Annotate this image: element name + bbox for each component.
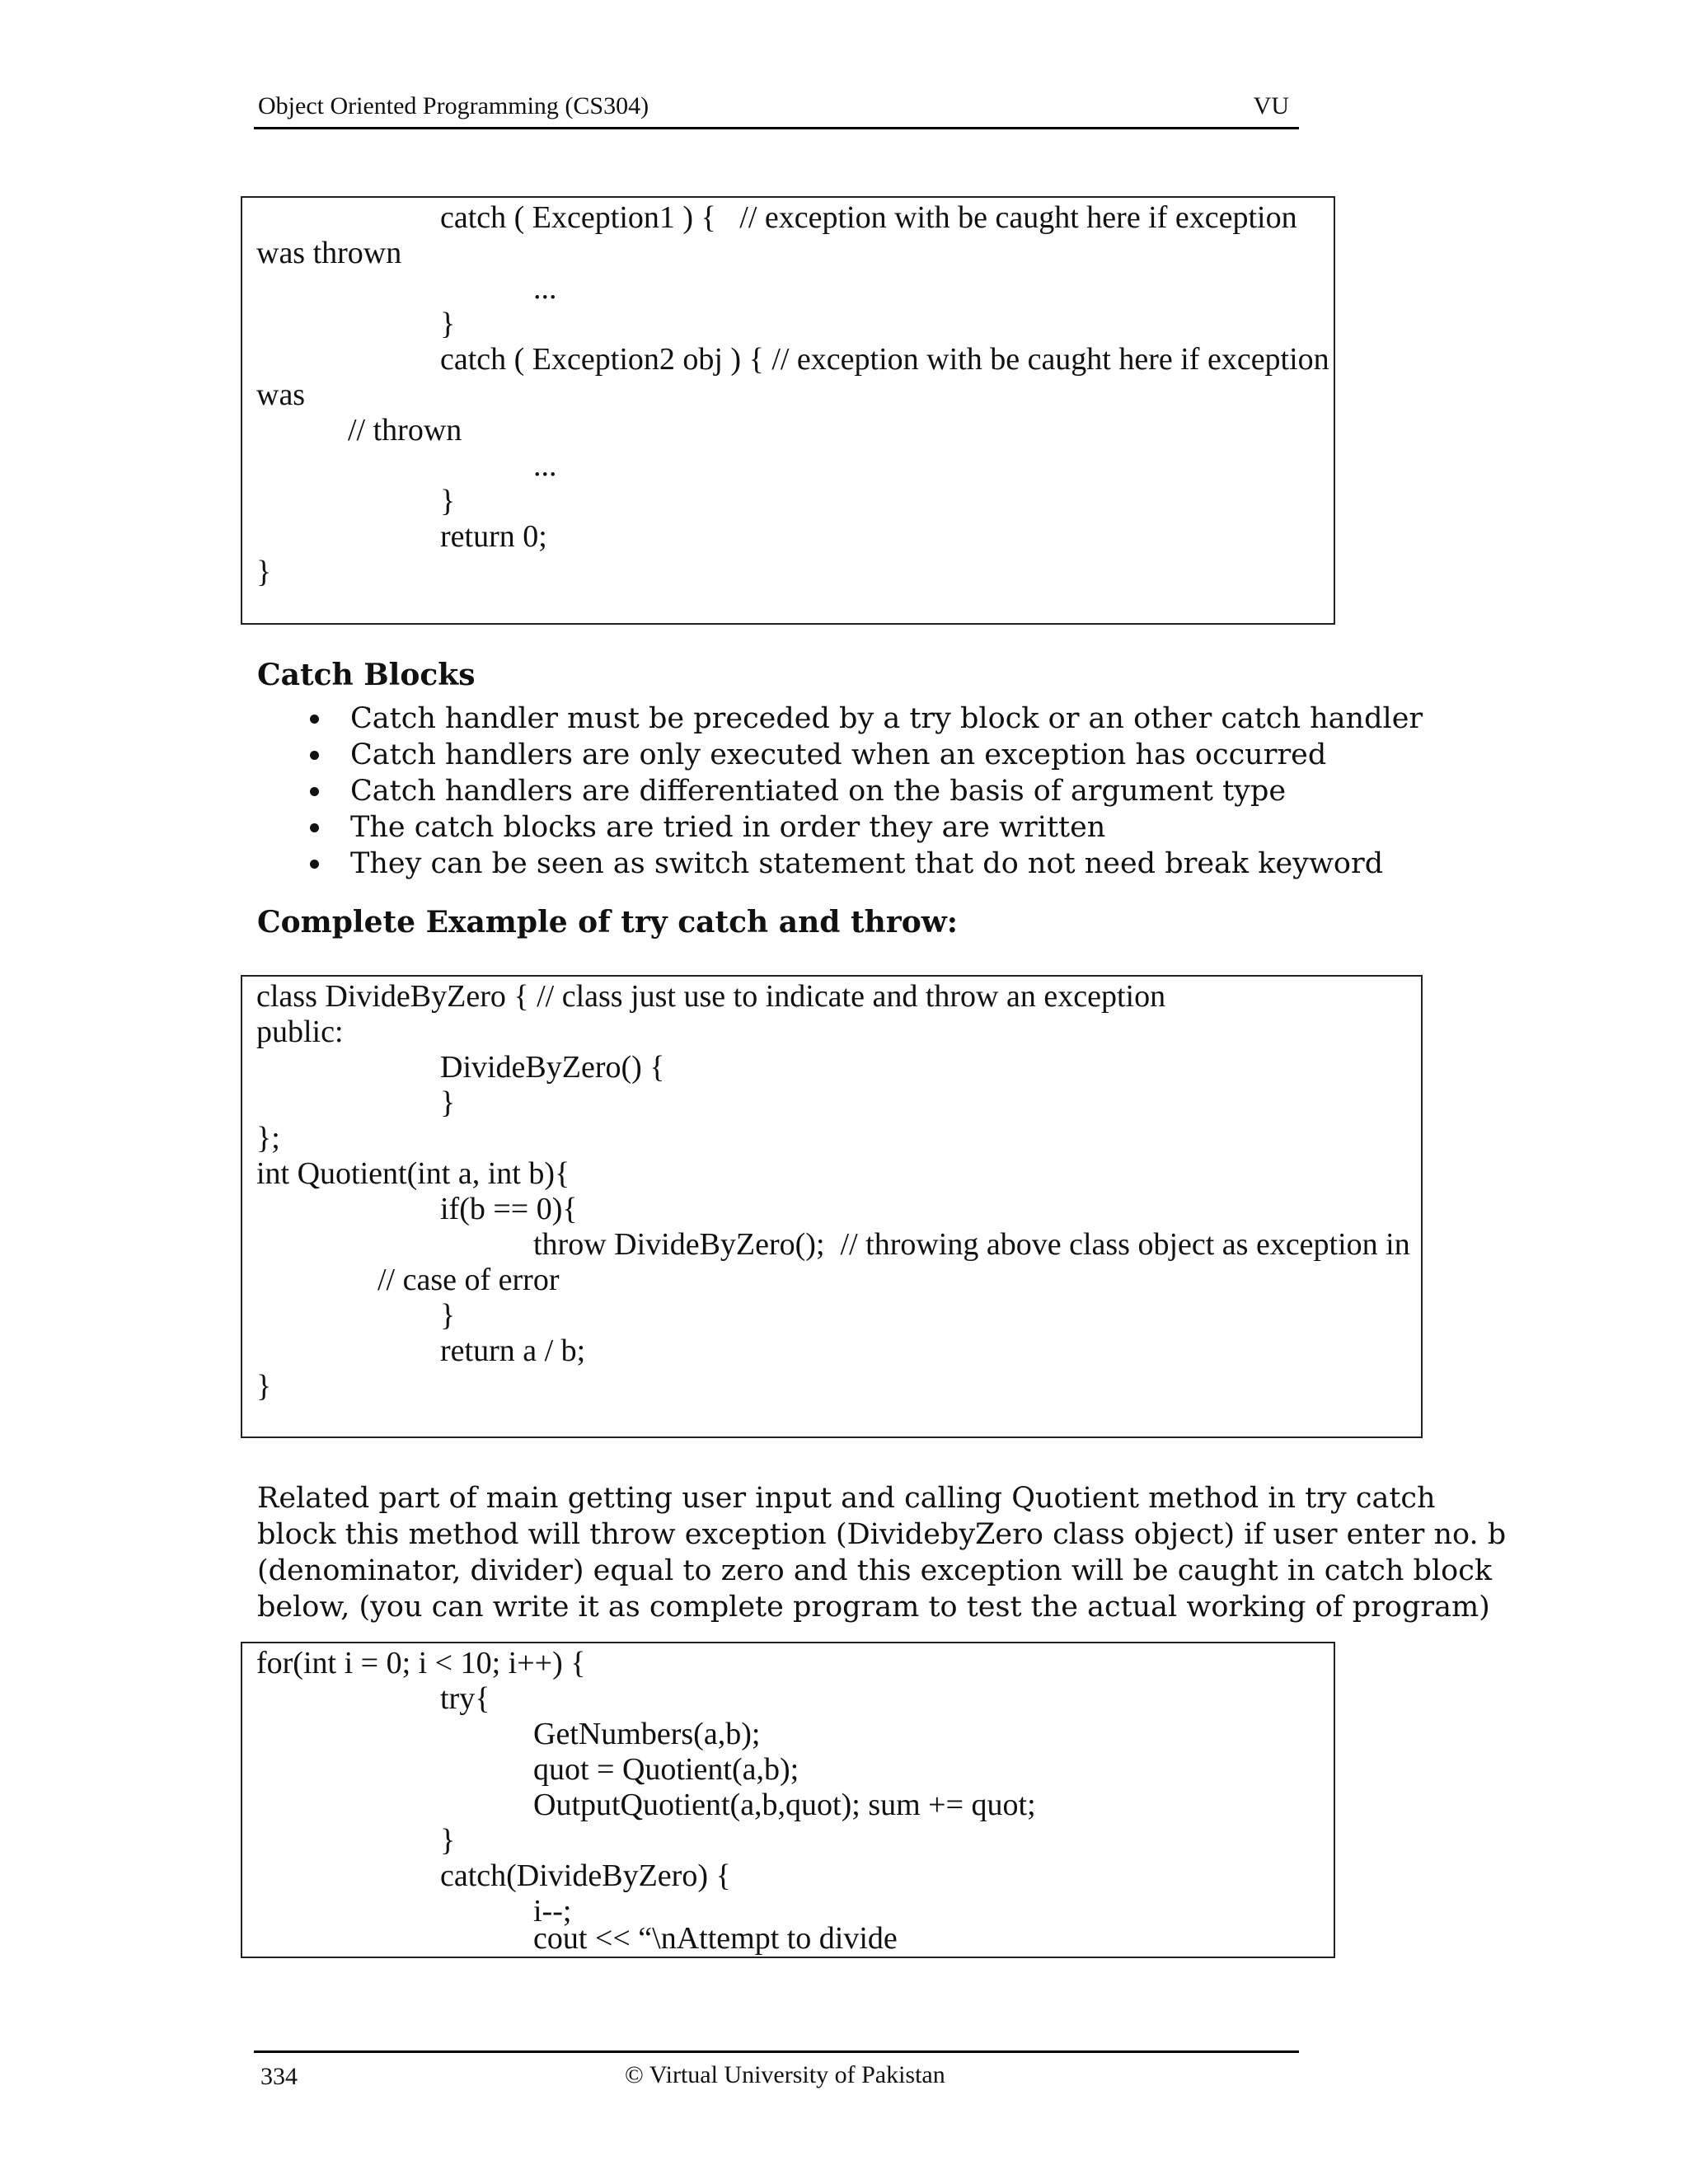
code-line: // thrown: [348, 413, 462, 448]
list-item-text: Catch handlers are only executed when an exception has occurred: [350, 738, 1327, 771]
code-block-main-loop: [241, 1642, 1335, 1958]
code-line: return 0;: [440, 519, 547, 554]
code-line: public:: [256, 1015, 344, 1049]
code-line: }: [440, 1823, 456, 1858]
code-line: quot = Quotient(a,b);: [533, 1752, 799, 1787]
code-line: int Quotient(int a, int b){: [256, 1156, 570, 1191]
code-line: }: [256, 555, 272, 589]
bullet-icon: [310, 751, 319, 760]
code-line: catch ( Exception2 obj ) { // exception with be caught here if exception: [440, 342, 1329, 377]
code-line: // case of error: [377, 1263, 560, 1297]
code-line: cout << “\nAttempt to divide: [533, 1921, 898, 1956]
list-item-text: They can be seen as switch statement that do not need break keyword: [350, 847, 1384, 880]
bullet-icon: [310, 823, 319, 832]
code-line: try{: [440, 1681, 490, 1716]
list-item-text: Catch handlers are differentiated on the basis of argument type: [350, 775, 1287, 808]
course-title: Object Oriented Programming (CS304): [258, 92, 649, 120]
paragraph-line: (denominator, divider) equal to zero and this exception will be caught in catch block: [257, 1554, 1493, 1587]
code-line: }: [440, 1298, 456, 1333]
university-abbr: VU: [1253, 92, 1289, 120]
code-line: };: [256, 1121, 280, 1155]
code-line: was: [256, 377, 306, 412]
code-line: for(int i = 0; i < 10; i++) {: [256, 1646, 586, 1680]
page-header: [254, 89, 1299, 129]
code-line: return a / b;: [440, 1333, 586, 1368]
code-block-catch-examples: [241, 196, 1335, 625]
bullet-icon: [310, 715, 319, 724]
list-item-text: Catch handler must be preceded by a try block or an other catch handler: [350, 702, 1423, 735]
code-line: class DivideByZero { // class just use to indicate and throw an exception: [256, 979, 1166, 1014]
list-item-text: The catch blocks are tried in order they are written: [350, 811, 1106, 844]
page-footer: [254, 2050, 1299, 2090]
section-heading-catch-blocks: Catch Blocks: [257, 658, 476, 692]
code-block-divide-by-zero: [241, 975, 1423, 1438]
section-heading-complete-example: Complete Example of try catch and throw:: [257, 905, 959, 940]
code-line: ...: [533, 271, 557, 306]
code-line: if(b == 0){: [440, 1192, 578, 1226]
code-line: ...: [533, 448, 557, 483]
bullet-icon: [310, 787, 319, 796]
code-line: }: [440, 484, 456, 518]
code-line: GetNumbers(a,b);: [533, 1717, 761, 1751]
code-line: catch ( Exception1 ) { // exception with be caught here if exception: [440, 200, 1297, 235]
page-number: 334: [260, 2063, 298, 2090]
code-line: }: [440, 307, 456, 341]
code-line: catch(DivideByZero) {: [440, 1858, 731, 1893]
explanation-paragraph: [257, 1480, 1507, 1625]
code-line: OutputQuotient(a,b,quot); sum += quot;: [533, 1788, 1036, 1822]
code-line: }: [256, 1369, 272, 1404]
paragraph-line: Related part of main getting user input and calling Quotient method in try catch: [257, 1482, 1436, 1515]
code-line: throw DivideByZero(); // throwing above class object as exception in: [533, 1227, 1410, 1262]
paragraph-line: below, (you can write it as complete program to test the actual working of program): [257, 1591, 1490, 1624]
code-line: }: [440, 1085, 456, 1120]
copyright-notice: © Virtual University of Pakistan: [625, 2061, 945, 2088]
code-line: i--;: [533, 1894, 572, 1929]
code-line: DivideByZero() {: [440, 1050, 665, 1085]
paragraph-line: block this method will throw exception (DividebyZero class object) if user enter no. b: [257, 1518, 1507, 1551]
bullet-icon: [310, 860, 319, 869]
code-line: was thrown: [256, 236, 402, 270]
